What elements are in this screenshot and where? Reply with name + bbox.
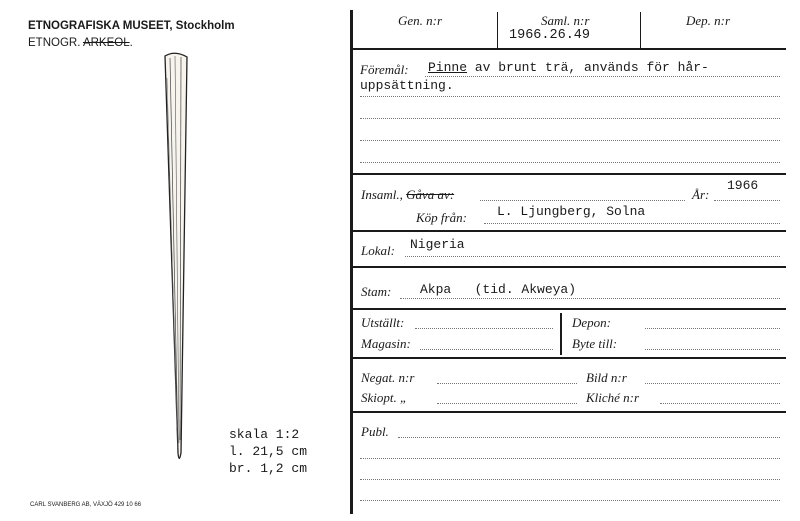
width-text: br. 1,2 cm bbox=[229, 461, 308, 476]
foremal-label: Föremål: bbox=[360, 62, 409, 77]
foremal-dotline-4 bbox=[360, 140, 780, 141]
rule-stam bbox=[352, 308, 786, 310]
utstallt-dotline bbox=[415, 328, 553, 329]
header-divider-2 bbox=[640, 12, 641, 48]
insaml-dotline bbox=[480, 200, 685, 201]
gen-label: Gen. n:r bbox=[398, 13, 443, 28]
rule-header bbox=[352, 48, 786, 50]
ar-label: År: bbox=[692, 187, 710, 202]
publ-dotline-1 bbox=[398, 437, 780, 438]
stick-drawing bbox=[150, 48, 210, 468]
negat-label: Negat. n:r bbox=[361, 370, 415, 385]
publ-dotline-3 bbox=[360, 479, 780, 480]
foremal-dotline-2 bbox=[360, 96, 780, 97]
stam-dotline bbox=[400, 298, 780, 299]
rule-lokal bbox=[352, 266, 786, 268]
card-left-border bbox=[350, 10, 353, 514]
lokal-dotline bbox=[405, 256, 780, 257]
kop-label: Köp från: bbox=[416, 210, 467, 225]
kliche-label: Kliché n:r bbox=[586, 390, 640, 405]
department-suffix: . bbox=[129, 37, 133, 49]
department-line bbox=[28, 37, 133, 49]
publ-dotline-2 bbox=[360, 458, 780, 459]
negat-dotline bbox=[437, 383, 577, 384]
byte-label: Byte till: bbox=[572, 336, 618, 351]
rule-utstallt bbox=[352, 357, 786, 359]
depon-label: Depon: bbox=[572, 315, 611, 330]
department-struck: ARKEOL bbox=[82, 37, 130, 49]
bild-label: Bild n:r bbox=[586, 370, 627, 385]
printer-imprint: CARL SVANBERG AB, VÄXJÖ 429 10 66 bbox=[30, 502, 142, 508]
foremal-value-line2: uppsättning. bbox=[360, 78, 454, 93]
byte-dotline bbox=[645, 349, 780, 350]
foremal-value-rest: av brunt trä, används för hår- bbox=[467, 60, 709, 75]
skiopt-label: Skiopt. „ bbox=[361, 390, 408, 405]
publ-dotline-4 bbox=[360, 500, 780, 501]
saml-value: 1966.26.49 bbox=[509, 28, 591, 43]
kop-value: L. Ljungberg, Solna bbox=[497, 204, 646, 219]
department-prefix: ETNOGR. bbox=[28, 37, 81, 49]
kliche-dotline bbox=[660, 403, 780, 404]
header-divider-1 bbox=[497, 12, 498, 48]
rule-foremal bbox=[352, 173, 786, 175]
foremal-dotline-1 bbox=[425, 76, 780, 77]
ar-value: 1966 bbox=[727, 178, 759, 193]
insaml-label bbox=[361, 187, 454, 203]
foremal-dotline-3 bbox=[360, 118, 780, 119]
magasin-label: Magasin: bbox=[361, 336, 411, 351]
rule-insaml bbox=[352, 230, 786, 232]
scale-text: skala 1:2 bbox=[229, 427, 300, 442]
depon-divider bbox=[560, 313, 562, 355]
foremal-value-word: Pinne bbox=[428, 60, 468, 75]
museum-name: ETNOGRAFISKA MUSEET, Stockholm bbox=[28, 20, 235, 32]
ar-dotline bbox=[714, 200, 780, 201]
foremal-value bbox=[428, 60, 709, 75]
bild-dotline bbox=[645, 383, 780, 384]
lokal-value: Nigeria bbox=[410, 237, 465, 252]
kop-dotline bbox=[484, 223, 780, 224]
length-text: l. 21,5 cm bbox=[229, 444, 308, 459]
insaml-label-text: Insaml., bbox=[361, 187, 403, 202]
depon-dotline bbox=[645, 328, 780, 329]
stam-value: Akpa (tid. Akweya) bbox=[420, 282, 577, 297]
magasin-dotline bbox=[420, 349, 553, 350]
saml-label: Saml. n:r bbox=[541, 13, 590, 28]
utstallt-label: Utställt: bbox=[361, 315, 405, 330]
gava-label: Gåva av: bbox=[406, 187, 455, 202]
foremal-dotline-5 bbox=[360, 162, 780, 163]
stam-label: Stam: bbox=[361, 284, 392, 299]
lokal-label: Lokal: bbox=[361, 243, 395, 258]
dep-label: Dep. n:r bbox=[686, 13, 731, 28]
publ-label: Publ. bbox=[361, 424, 389, 439]
rule-negat bbox=[352, 411, 786, 413]
skiopt-dotline bbox=[437, 403, 577, 404]
